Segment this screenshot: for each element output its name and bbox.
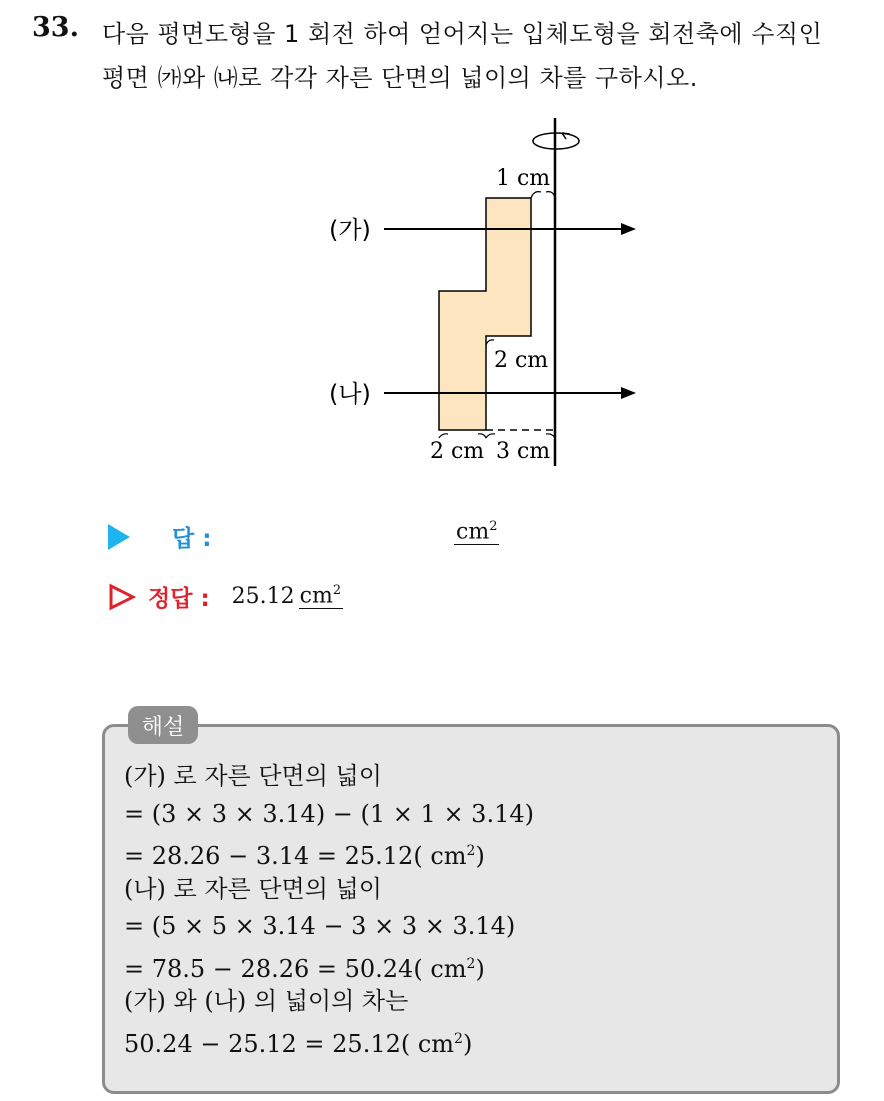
solution-line: = 78.5 − 28.26 = 50.24( $cm^2$) (124, 954, 485, 983)
correct-arrow-icon (108, 583, 136, 611)
solution-line: 50.24 − 25.12 = 25.12( $cm^2$) (124, 1029, 473, 1058)
rotation-figure (300, 115, 645, 475)
correct-unit: $cm^2$ (299, 582, 342, 609)
plane-shape (439, 198, 531, 430)
question-text-line2: 평면 ㈎와 ㈏로 각각 자른 단면의 넓이의 차를 구하시오. (102, 64, 698, 92)
solution-text (124, 758, 534, 1058)
question-number: 33. (32, 12, 79, 43)
answer-label: 답 : (172, 526, 212, 552)
plane-b-arrowhead-icon (621, 387, 636, 399)
answer-row (108, 520, 211, 553)
solution-tab: 해설 (128, 706, 198, 744)
plane-a-arrowhead-icon (621, 223, 636, 235)
solution-line: = (3 × 3 × 3.14) − (1 × 1 × 3.14) (124, 799, 534, 828)
bracket-top (531, 192, 555, 198)
correct-value: 25.12 (231, 584, 295, 609)
solution-line: (가) 와 (나) 의 넓이의 차는 (124, 987, 409, 1015)
bracket-mid (486, 340, 494, 345)
answer-unit[interactable]: $cm^2$ (456, 519, 498, 545)
label-1cm: 1 cm (496, 166, 551, 191)
rotation-arrowhead (562, 133, 570, 139)
bracket-bottom (439, 434, 555, 438)
solution-line: = 28.26 − 3.14 = 25.12( $cm^2$) (124, 842, 485, 870)
question-text-line1: 다음 평면도형을 1 회전 하여 얻어지는 입체도형을 회전축에 수직인 (102, 20, 823, 48)
solution-line: (가) 로 자른 단면의 넓이 (124, 762, 382, 790)
label-3cm-bottom: 3 cm (496, 439, 551, 464)
plane-a-label: (가) (329, 216, 371, 244)
plane-b-label: (나) (329, 380, 371, 408)
solution-line: = (5 × 5 × 3.14 − 3 × 3 × 3.14) (124, 912, 516, 940)
correct-answer-row (108, 580, 343, 613)
label-2cm-bottom: 2 cm (430, 439, 485, 464)
label-2cm-mid: 2 cm (494, 348, 549, 373)
answer-arrow-icon (108, 524, 130, 550)
correct-label: 정답 : (148, 586, 210, 612)
solution-line: (나) 로 자른 단면의 넓이 (124, 874, 382, 903)
